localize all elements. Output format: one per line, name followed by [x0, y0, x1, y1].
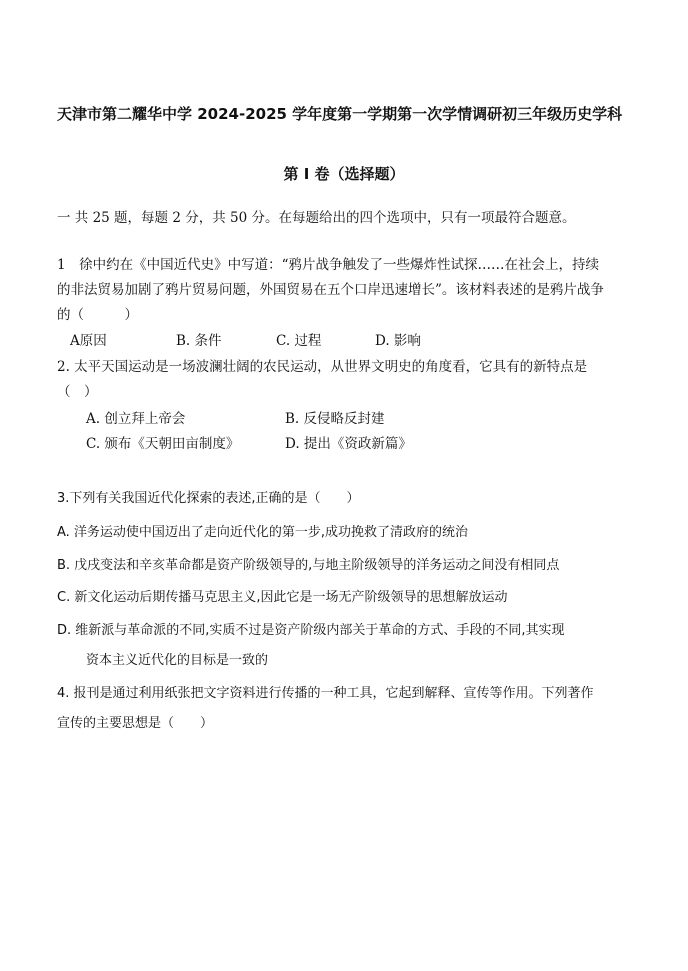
question-1-line-3: 的（ ） — [57, 307, 138, 323]
question-1-option-c: C. 过程 — [276, 333, 322, 349]
question-1-line-2: 的非法贸易加剧了鸦片贸易问题，外国贸易在五个口岸迅速增长”。该材料表述的是鸦片战争 — [57, 282, 604, 298]
question-3-option-a: A. 洋务运动使中国迈出了走向近代化的第一步,成功挽救了清政府的统治 — [57, 525, 469, 540]
question-1-option-b: B. 条件 — [176, 333, 222, 349]
question-1-option-a: A原因 — [70, 333, 107, 349]
question-2-line-2: （ ） — [57, 384, 98, 400]
question-2-option-b: B. 反侵略反封建 — [285, 411, 385, 427]
question-2-option-d: D. 提出《资政新篇》 — [285, 436, 412, 452]
question-4-line-2: 宣传的主要思想是（ ） — [57, 716, 214, 731]
exam-title: 天津市第二耀华中学 2024-2025 学年度第一学期第一次学情调研初三年级历史学科 — [57, 105, 623, 123]
question-2-option-c: C. 颁布《天朝田亩制度》 — [86, 436, 240, 452]
question-3-line-1: 3.下列有关我国近代化探索的表述,正确的是（ ） — [57, 491, 360, 506]
instructions: 一 共 25 题，每题 2 分，共 50 分。在每题给出的四个选项中，只有一项最符合题意。 — [57, 210, 576, 226]
question-3-option-d: D. 维新派与革命派的不同,实质不过是资产阶级内部关于革命的方式、手段的不同,其实现 — [57, 623, 565, 638]
question-4-line-1: 4. 报刊是通过利用纸张把文字资料进行传播的一种工具，它起到解释、宣传等作用。下列著作 — [57, 686, 594, 701]
question-3-option-d-continued: 资本主义近代化的目标是一致的 — [86, 653, 269, 668]
question-3-option-c: C. 新文化运动后期传播马克思主义,因此它是一场无产阶级领导的思想解放运动 — [57, 590, 508, 605]
question-3-option-b: B. 戊戌变法和辛亥革命都是资产阶级领导的,与地主阶级领导的洋务运动之间没有相同点 — [57, 558, 560, 573]
question-2-option-a: A. 创立拜上帝会 — [86, 411, 186, 427]
section-heading: 第 I 卷（选择题） — [283, 165, 405, 183]
question-1-option-d: D. 影响 — [375, 333, 421, 349]
question-1-line-1: 1 徐中约在《中国近代史》中写道：“鸦片战争触发了一些爆炸性试探……在社会上，持续 — [57, 257, 599, 273]
question-2-line-1: 2. 太平天国运动是一场波澜壮阔的农民运动，从世界文明史的角度看，它具有的新特点是 — [57, 359, 588, 375]
